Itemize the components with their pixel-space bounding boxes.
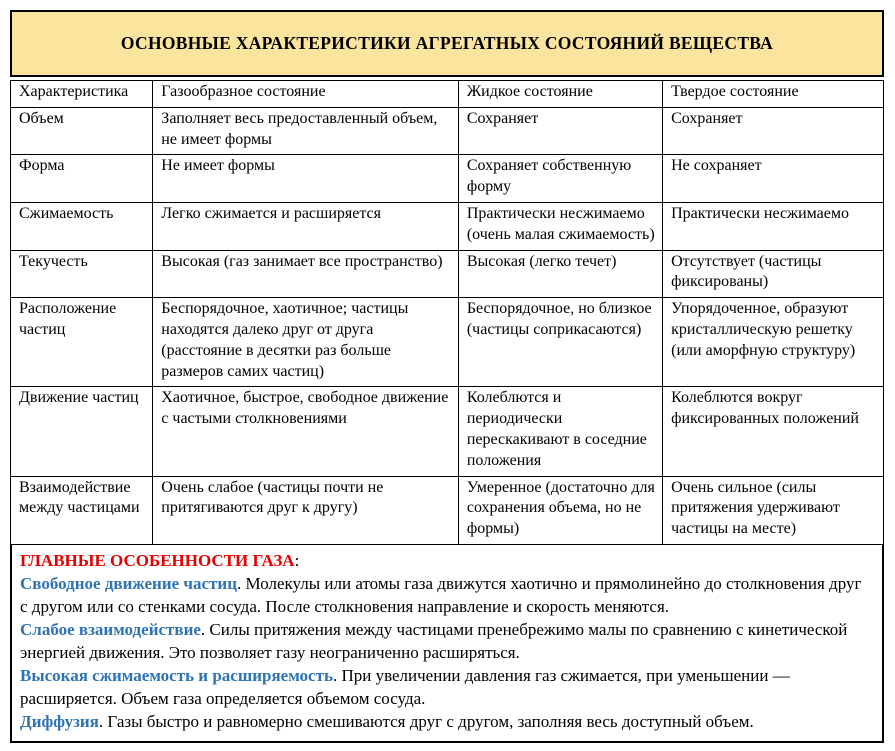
row-label: Взаимодействие между частицами	[11, 476, 153, 544]
feature-term: Свободное движение частиц	[20, 573, 237, 593]
document-title: ОСНОВНЫЕ ХАРАКТЕРИСТИКИ АГРЕГАТНЫХ СОСТОЯНИЙ ВЕЩЕСТВА	[120, 33, 774, 53]
table-row-volume	[11, 107, 884, 155]
row-label: Движение частиц	[11, 387, 153, 476]
features-heading-colon: :	[294, 550, 300, 570]
feature-term: Слабое взаимодействие	[20, 619, 201, 639]
cell-liquid: Практически несжимаемо (очень малая сжимаемость)	[458, 202, 662, 250]
feature-term: Диффузия	[20, 711, 99, 731]
feature-item-diffusion	[20, 711, 870, 734]
features-heading: ГЛАВНЫЕ ОСОБЕННОСТИ ГАЗА	[20, 550, 295, 570]
gas-features-section	[10, 545, 884, 744]
feature-term: Высокая сжимаемость и расширяемость	[20, 665, 333, 685]
column-header-solid: Твердое состояние	[663, 81, 884, 108]
table-row-particle-interaction	[11, 476, 884, 544]
cell-liquid: Сохраняет	[458, 107, 662, 155]
header-row	[11, 81, 884, 108]
cell-liquid: Колеблются и периодически перескакивают в соседние положения	[458, 387, 662, 476]
row-label: Расположение частиц	[11, 298, 153, 387]
cell-liquid: Умеренное (достаточно для сохранения объема, но не формы)	[458, 476, 662, 544]
cell-solid: Очень сильное (силы притяжения удерживают частицы на месте)	[663, 476, 884, 544]
features-heading-line	[20, 550, 870, 573]
cell-solid: Сохраняет	[663, 107, 884, 155]
cell-solid: Упорядоченное, образуют кристаллическую решетку (или аморфную структуру)	[663, 298, 884, 387]
cell-liquid: Высокая (легко течет)	[458, 250, 662, 298]
cell-gas: Не имеет формы	[153, 155, 459, 203]
cell-gas: Очень слабое (частицы почти не притягиваются друг к другу)	[153, 476, 459, 544]
feature-text: . Силы притяжения между частицами пренебрежимо малы по сравнению с кинетической энергией движения. Это позволяет газу неограниченно расширяться.	[20, 619, 848, 662]
feature-text: . При увеличении давления газ сжимается, при уменьшении — расширяется. Объем газа определяется объемом сосуда.	[20, 665, 790, 708]
cell-solid: Не сохраняет	[663, 155, 884, 203]
column-header-characteristic: Характеристика	[11, 81, 153, 108]
column-header-liquid: Жидкое состояние	[458, 81, 662, 108]
states-table	[10, 80, 884, 545]
feature-item-compressibility	[20, 665, 870, 711]
cell-gas: Легко сжимается и расширяется	[153, 202, 459, 250]
row-label: Сжимаемость	[11, 202, 153, 250]
cell-liquid: Сохраняет собственную форму	[458, 155, 662, 203]
table-row-compressibility	[11, 202, 884, 250]
cell-gas: Беспорядочное, хаотичное; частицы находятся далеко друг от друга (расстояние в десятки раз больше размеров самих частиц)	[153, 298, 459, 387]
cell-solid: Отсутствует (частицы фиксированы)	[663, 250, 884, 298]
cell-liquid: Беспорядочное, но близкое (частицы соприкасаются)	[458, 298, 662, 387]
row-label: Объем	[11, 107, 153, 155]
table-row-particle-motion	[11, 387, 884, 476]
cell-gas: Высокая (газ занимает все пространство)	[153, 250, 459, 298]
table-row-particle-arrangement	[11, 298, 884, 387]
table-row-shape	[11, 155, 884, 203]
feature-text: . Молекулы или атомы газа движутся хаотично и прямолинейно до столкновения друг с другом или со стенками сосуда. После столкновения направление и скорость меняются.	[20, 573, 862, 616]
cell-solid: Колеблются вокруг фиксированных положений	[663, 387, 884, 476]
row-label: Форма	[11, 155, 153, 203]
row-label: Текучесть	[11, 250, 153, 298]
feature-item-free-motion	[20, 573, 870, 619]
cell-solid: Практически несжимаемо	[663, 202, 884, 250]
column-header-gas: Газообразное состояние	[153, 81, 459, 108]
table-row-fluidity	[11, 250, 884, 298]
feature-item-weak-interaction	[20, 619, 870, 665]
cell-gas: Хаотичное, быстрое, свободное движение с частыми столкновениями	[153, 387, 459, 476]
cell-gas: Заполняет весь предоставленный объем, не имеет формы	[153, 107, 459, 155]
feature-text: . Газы быстро и равномерно смешиваются друг с другом, заполняя весь доступный объем.	[98, 711, 754, 731]
title-banner	[10, 10, 884, 77]
